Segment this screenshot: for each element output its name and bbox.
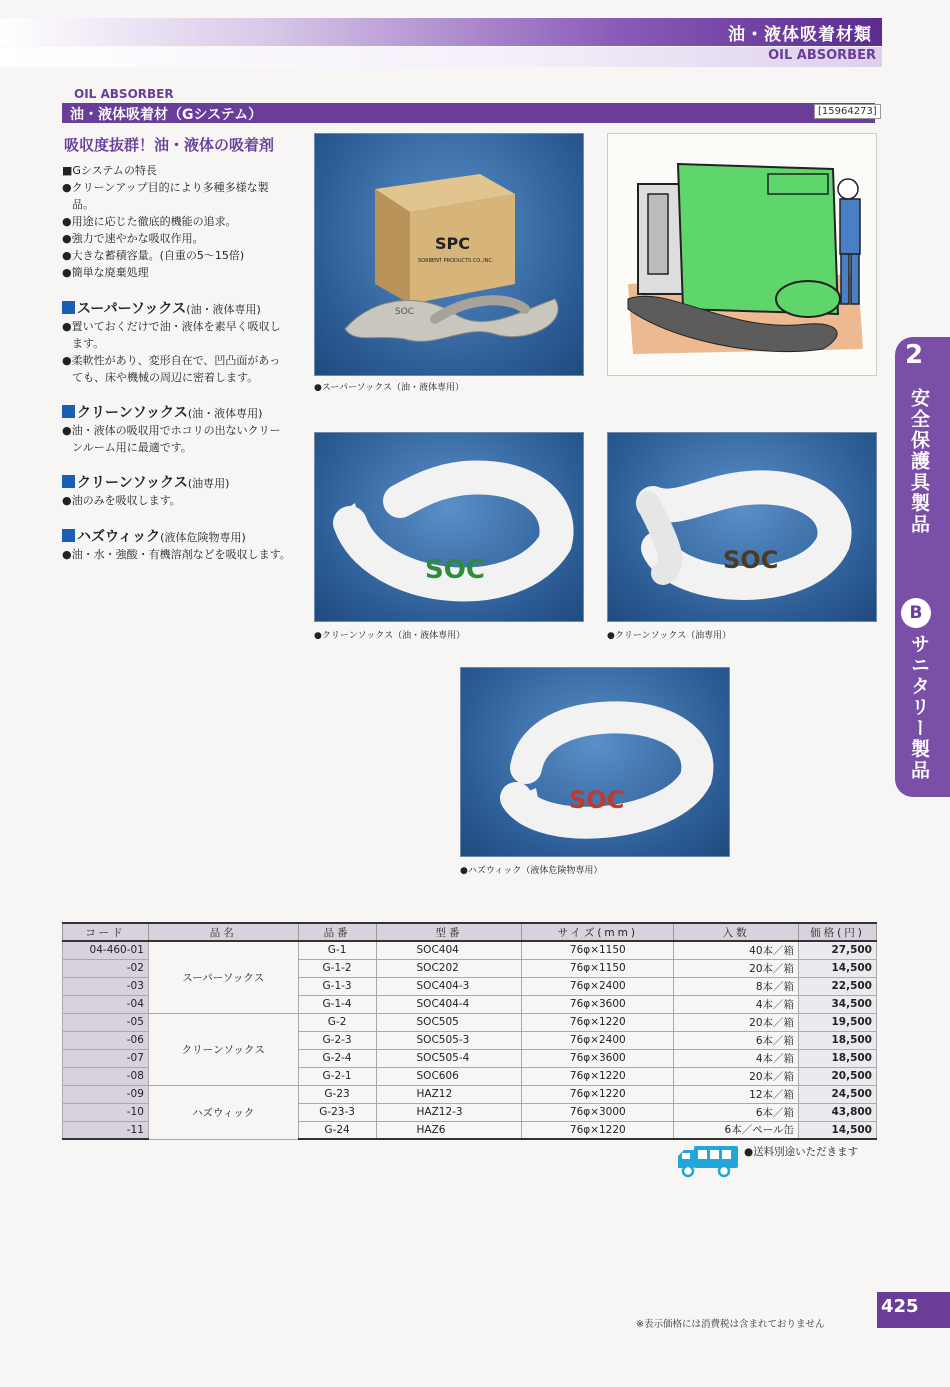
product-code: [15964273] (814, 104, 881, 119)
table-row: -08 G-2-1 SOC606 76φ×1220 20本／箱 20,500 (63, 1067, 877, 1085)
photo-clean-socks-oil (607, 432, 877, 622)
feature-line: ●クリーンアップ目的により多種多様な製 (62, 181, 269, 194)
section-line: ても、床や機械の周辺に密着します。 (72, 371, 259, 384)
section-line: ●油のみを吸収します。 (62, 494, 181, 507)
box-brand-label: SPC (435, 234, 470, 253)
price-table (62, 922, 877, 1140)
feature-line: ●簡単な廃棄処理 (62, 266, 149, 279)
column-header: 型番 (376, 923, 522, 941)
product-eyebrow: OIL ABSORBER (74, 87, 174, 101)
section-super-socks (62, 298, 307, 386)
truck-icon (676, 1142, 740, 1178)
column-header: サイズ(mm) (522, 923, 674, 941)
square-bullet-icon (62, 529, 75, 542)
section-heading: ハズウィック(液体危険物専用) (62, 526, 307, 546)
photo-super-socks (314, 133, 584, 376)
table-row: -03 G-1-3 SOC404-3 76φ×2400 8本／箱 22,500 (63, 977, 877, 995)
caption-super-socks: ●スーパーソックス（油・液体専用） (314, 383, 465, 393)
subcategory-label: サニタリー製品 (908, 634, 930, 781)
column-header: 価格(円) (799, 923, 877, 941)
square-bullet-icon (62, 301, 75, 314)
table-row: -05 クリーンソックス G-2 SOC505 76φ×1220 20本／箱 19,500 (63, 1013, 877, 1031)
section-line: ●油・水・強酸・有機溶剤などを吸収します。 (62, 548, 291, 561)
page-number: 425 (881, 1296, 919, 1317)
photo-hazwick (460, 667, 730, 857)
page-category-subtitle: OIL ABSORBER (768, 48, 876, 63)
soc-label: SOC (425, 555, 485, 585)
table-row: -02 G-1-2 SOC202 76φ×1150 20本／箱 14,500 (63, 959, 877, 977)
illustration-machine (607, 133, 877, 376)
table-row: -06 G-2-3 SOC505-3 76φ×2400 6本／箱 18,500 (63, 1031, 877, 1049)
section-line: ●置いておくだけで油・液体を素早く吸収し (62, 320, 281, 333)
column-header: 品名 (148, 923, 298, 941)
table-row: -10 G-23-3 HAZ12-3 76φ×3000 6本／箱 43,800 (63, 1103, 877, 1121)
header-sub-band (0, 47, 882, 67)
table-row: 04-460-01 スーパーソックス G-1 SOC404 76φ×1150 40本／箱 27,500 (63, 941, 877, 959)
features-heading: ■Gシステムの特長 (62, 164, 157, 177)
column-header: 入数 (674, 923, 799, 941)
soc-label: SOC (395, 307, 415, 317)
caption-clean-socks-oil: ●クリーンソックス（油専用） (607, 631, 732, 641)
box-company-label: SORBENT PRODUCTS CO.,INC. (418, 258, 494, 264)
column-header: 品番 (298, 923, 376, 941)
product-tagline: 吸収度抜群！油・液体の吸着剤 (64, 136, 275, 154)
soc-label: SOC (569, 786, 625, 814)
square-bullet-icon (62, 475, 75, 488)
shipping-note: ●送料別途いただきます (744, 1146, 859, 1158)
column-header: コード (63, 923, 149, 941)
subcategory-letter-badge: B (901, 598, 931, 628)
product-name-cell: ハズウィック (148, 1085, 298, 1139)
caption-hazwick: ●ハズウィック（液体危険物専用） (460, 866, 603, 876)
feature-line: 品。 (72, 198, 94, 211)
section-heading: クリーンソックス(油・液体専用) (62, 402, 307, 422)
soc-label: SOC (723, 546, 779, 574)
product-name-cell: クリーンソックス (148, 1013, 298, 1085)
section-clean-socks-oil (62, 472, 307, 509)
table-row: -11 G-24 HAZ6 76φ×1220 6本／ペール缶 14,500 (63, 1121, 877, 1139)
features-block (62, 162, 307, 281)
section-heading: スーパーソックス(油・液体専用) (62, 298, 307, 318)
section-line: ンルーム用に最適です。 (72, 441, 192, 454)
feature-line: ●大きな蓄積容量。(自重の5～15倍) (62, 249, 245, 262)
section-line: ●油・液体の吸収用でホコリの出ないクリー (62, 424, 281, 437)
section-hazwick (62, 526, 307, 563)
caption-clean-socks-liquid: ●クリーンソックス（油・液体専用） (314, 631, 466, 641)
square-bullet-icon (62, 405, 75, 418)
section-line: ●柔軟性があり、変形自在で、凹凸面があっ (62, 354, 281, 367)
product-title: 油・液体吸着材（Gシステム） (70, 107, 263, 123)
feature-line: ●強力で速やかな吸収作用。 (62, 232, 204, 245)
page-category-title: 油・液体吸着材類 (728, 25, 872, 45)
table-row: -09 ハズウィック G-23 HAZ12 76φ×1220 12本／箱 24,500 (63, 1085, 877, 1103)
section-heading: クリーンソックス(油専用) (62, 472, 307, 492)
table-header-row (63, 923, 877, 941)
section-clean-socks-liquid (62, 402, 307, 456)
photo-clean-socks-liquid (314, 432, 584, 622)
table-row: -04 G-1-4 SOC404-4 76φ×3600 4本／箱 34,500 (63, 995, 877, 1013)
category-label: 安全保護具製品 (908, 388, 930, 535)
product-name-cell: スーパーソックス (148, 941, 298, 1013)
category-number: 2 (905, 340, 924, 370)
tax-footnote: ※表示価格には消費税は含まれておりません (636, 1319, 825, 1330)
feature-line: ●用途に応じた徹底的機能の追求。 (62, 215, 237, 228)
table-row: -07 G-2-4 SOC505-4 76φ×3600 4本／箱 18,500 (63, 1049, 877, 1067)
section-line: ます。 (72, 337, 105, 350)
